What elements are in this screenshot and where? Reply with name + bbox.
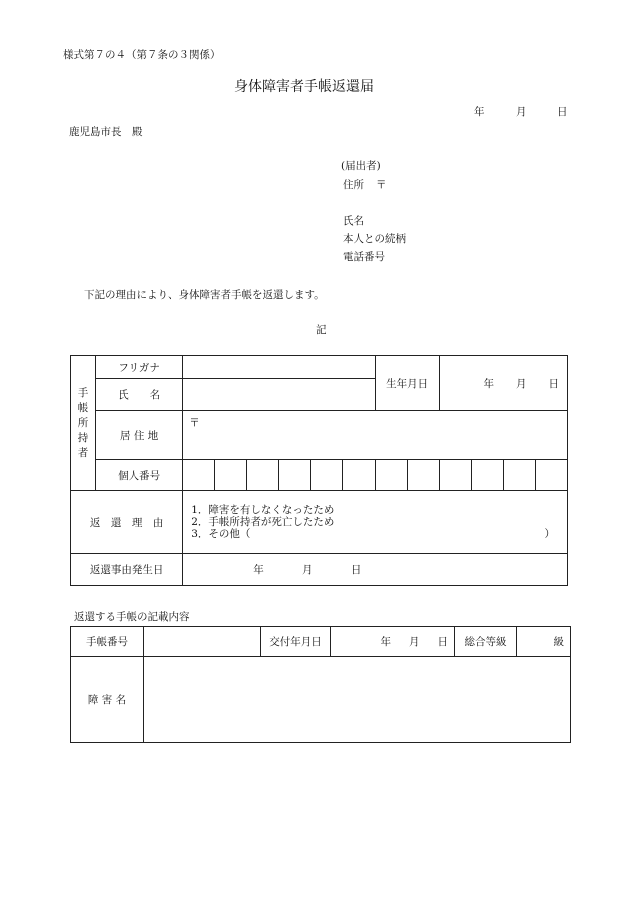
disability-name-label: 障 害 名 bbox=[71, 657, 144, 743]
issue-day-label: 日 bbox=[437, 636, 448, 648]
holder-char: 者 bbox=[77, 446, 89, 459]
mynumber-label: 個人番号 bbox=[96, 460, 183, 491]
reason-option-2[interactable]: 2．手帳所持者が死亡したため bbox=[191, 516, 335, 528]
occ-year-label: 年 bbox=[253, 564, 264, 576]
issue-month-label: 月 bbox=[409, 636, 420, 648]
mynumber-digit-box[interactable] bbox=[503, 460, 535, 491]
furigana-label: フリガナ bbox=[96, 356, 183, 379]
addressee: 鹿児島市長 殿 bbox=[69, 126, 143, 138]
grade-unit: 級 bbox=[553, 636, 564, 648]
statement: 下記の理由により、身体障害者手帳を返還します。 bbox=[84, 289, 325, 301]
return-reason-options bbox=[183, 491, 568, 554]
mynumber-digit-box[interactable] bbox=[375, 460, 407, 491]
holder-group-label bbox=[71, 356, 96, 491]
occ-day-label: 日 bbox=[350, 564, 362, 576]
notebook-number-label: 手帳番号 bbox=[71, 627, 144, 657]
holder-char: 所 bbox=[77, 416, 89, 429]
residence-postal-mark: 〒 bbox=[189, 417, 200, 429]
form-number: 様式第７の４（第７条の３関係） bbox=[63, 49, 221, 61]
birth-date-label: 生年月日 bbox=[375, 356, 439, 411]
mynumber-digit-box[interactable] bbox=[407, 460, 439, 491]
furigana-field[interactable] bbox=[183, 356, 375, 379]
applicant-address-label: 住所 bbox=[343, 179, 364, 191]
holder-table bbox=[70, 355, 568, 586]
applicant-relation-label: 本人との続柄 bbox=[343, 233, 406, 245]
grade-field[interactable] bbox=[517, 627, 571, 657]
birth-date-field[interactable] bbox=[439, 356, 567, 411]
mynumber-digit-box[interactable] bbox=[471, 460, 503, 491]
issue-date-label: 交付年月日 bbox=[261, 627, 331, 657]
holder-char: 手 bbox=[77, 386, 89, 399]
name-label: 氏 名 bbox=[96, 379, 183, 411]
notebook-table bbox=[70, 626, 571, 743]
reason-option-3-close: ） bbox=[544, 528, 555, 540]
holder-char: 持 bbox=[77, 431, 89, 444]
birth-year-label: 年 bbox=[483, 377, 494, 390]
applicant-phone-label: 電話番号 bbox=[343, 251, 385, 263]
birth-month-label: 月 bbox=[516, 377, 527, 390]
ki-label: 記 bbox=[316, 324, 327, 336]
mynumber-digit-box[interactable] bbox=[247, 460, 279, 491]
date-month-label: 月 bbox=[516, 106, 527, 118]
mynumber-digit-box[interactable] bbox=[535, 460, 567, 491]
mynumber-digit-box[interactable] bbox=[279, 460, 311, 491]
applicant-label: (届出者) bbox=[341, 160, 381, 172]
applicant-postal-mark: 〒 bbox=[376, 179, 387, 191]
occ-month-label: 月 bbox=[302, 564, 313, 576]
residence-label: 居 住 地 bbox=[96, 411, 183, 460]
mynumber-digit-box[interactable] bbox=[311, 460, 343, 491]
date-day-label: 日 bbox=[557, 106, 568, 118]
mynumber-digit-box[interactable] bbox=[215, 460, 247, 491]
reason-option-3[interactable] bbox=[183, 528, 567, 540]
page-title: 身体障害者手帳返還届 bbox=[234, 79, 374, 95]
date-year-label: 年 bbox=[474, 106, 485, 118]
birth-day-label: 日 bbox=[548, 377, 559, 390]
mynumber-digit-box[interactable] bbox=[183, 460, 215, 491]
mynumber-digit-box[interactable] bbox=[439, 460, 471, 491]
occurrence-date-label: 返還事由発生日 bbox=[71, 554, 183, 586]
notebook-section-heading: 返還する手帳の記載内容 bbox=[74, 611, 190, 623]
grade-label: 総合等級 bbox=[455, 627, 517, 657]
residence-field[interactable] bbox=[183, 411, 568, 460]
mynumber-digit-box[interactable] bbox=[343, 460, 375, 491]
issue-date-field[interactable] bbox=[331, 627, 455, 657]
return-reason-label: 返 還 理 由 bbox=[71, 491, 183, 554]
notebook-number-field[interactable] bbox=[144, 627, 261, 657]
reason-option-1[interactable]: 1．障害を有しなくなったため bbox=[191, 504, 335, 516]
disability-name-field[interactable] bbox=[144, 657, 571, 743]
issue-year-label: 年 bbox=[380, 636, 391, 648]
occurrence-date-field[interactable] bbox=[183, 554, 568, 586]
applicant-name-label: 氏名 bbox=[343, 215, 364, 227]
name-field[interactable] bbox=[183, 379, 375, 411]
reason-option-3-label: 3．その他（ bbox=[191, 528, 251, 540]
holder-char: 帳 bbox=[77, 401, 89, 414]
